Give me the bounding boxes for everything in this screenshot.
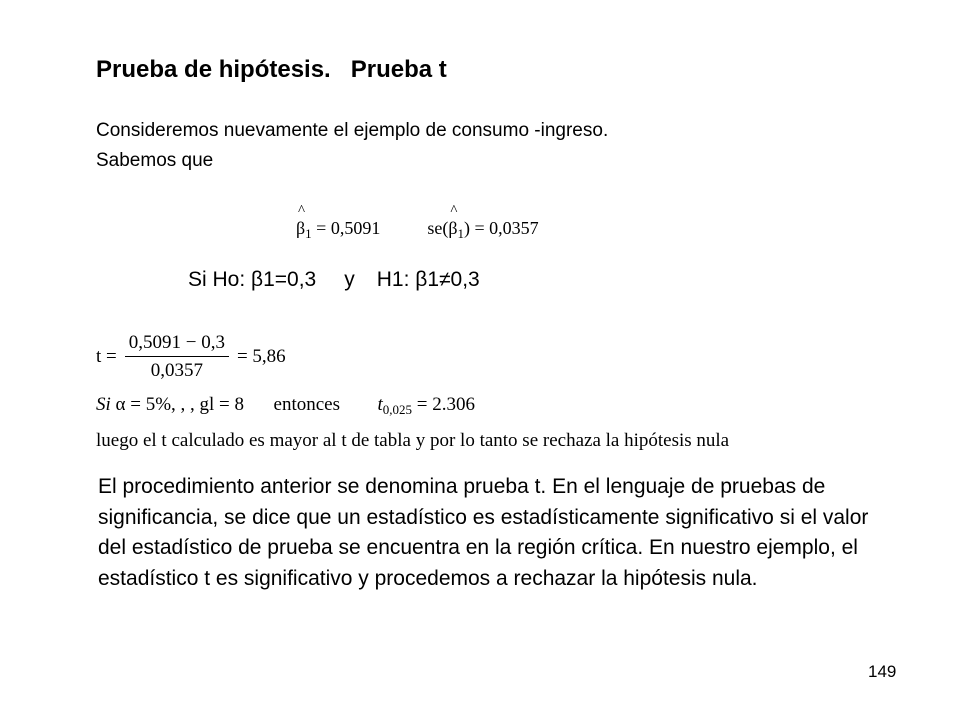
hypothesis-line bbox=[188, 268, 480, 292]
hypothesis-connector: y bbox=[344, 268, 355, 291]
entonces-label: entonces bbox=[273, 394, 341, 415]
alpha-gl: α = 5%, , , gl = 8 bbox=[115, 394, 245, 415]
hat-accent: ^ bbox=[450, 203, 458, 219]
t-critical-subscript: 0,025 bbox=[382, 402, 413, 417]
explanation-paragraph: El procedimiento anterior se denomina prueba t. En el lenguaje de pruebas de significancia, se dice que un estadístico es estadísticamente significativo si el valor del estadístico de prueba se encuentra en la región crítica. En nuestro ejemplo, el estadístico t es significativo y procedemos a rechazar la hipótesis nula. bbox=[98, 475, 869, 590]
beta-subscript: 1 bbox=[457, 226, 464, 241]
alt-hypothesis: H1: β1≠0,3 bbox=[376, 268, 480, 291]
hat-accent: ^ bbox=[298, 203, 306, 219]
t-statistic-equation bbox=[96, 332, 286, 382]
estimates-equation bbox=[296, 203, 539, 242]
t-denominator: 0,0357 bbox=[150, 360, 203, 381]
si-label: Si bbox=[96, 394, 111, 415]
slide-title: Prueba de hipótesis. Prueba t bbox=[96, 56, 447, 83]
t-numerator: 0,5091 − 0,3 bbox=[125, 332, 229, 357]
se-value: ) = 0,0357 bbox=[464, 218, 539, 238]
se-open: se( bbox=[427, 218, 449, 238]
t-lhs: t = bbox=[96, 346, 117, 367]
beta-estimate-value: = 0,5091 bbox=[316, 218, 381, 238]
se-beta1-hat bbox=[448, 203, 464, 242]
beta-symbol: β bbox=[448, 218, 458, 238]
beta1-hat bbox=[296, 203, 312, 242]
null-hypothesis: Si Ho: β1=0,3 bbox=[188, 268, 317, 291]
significance-line bbox=[96, 394, 475, 418]
intro-text: Consideremos nuevamente el ejemplo de consumo -ingreso. Sabemos que bbox=[96, 120, 609, 171]
t-critical-value: = 2.306 bbox=[416, 394, 476, 415]
beta-subscript: 1 bbox=[305, 226, 312, 241]
t-result: = 5,86 bbox=[236, 346, 286, 367]
t-fraction bbox=[125, 332, 229, 382]
t-critical-symbol: t bbox=[377, 394, 383, 415]
conclusion-text: luego el t calculado es mayor al t de tabla y por lo tanto se rechaza la hipótesis nula bbox=[96, 430, 730, 451]
beta-symbol: β bbox=[296, 218, 306, 238]
page-number: 149 bbox=[868, 662, 897, 681]
